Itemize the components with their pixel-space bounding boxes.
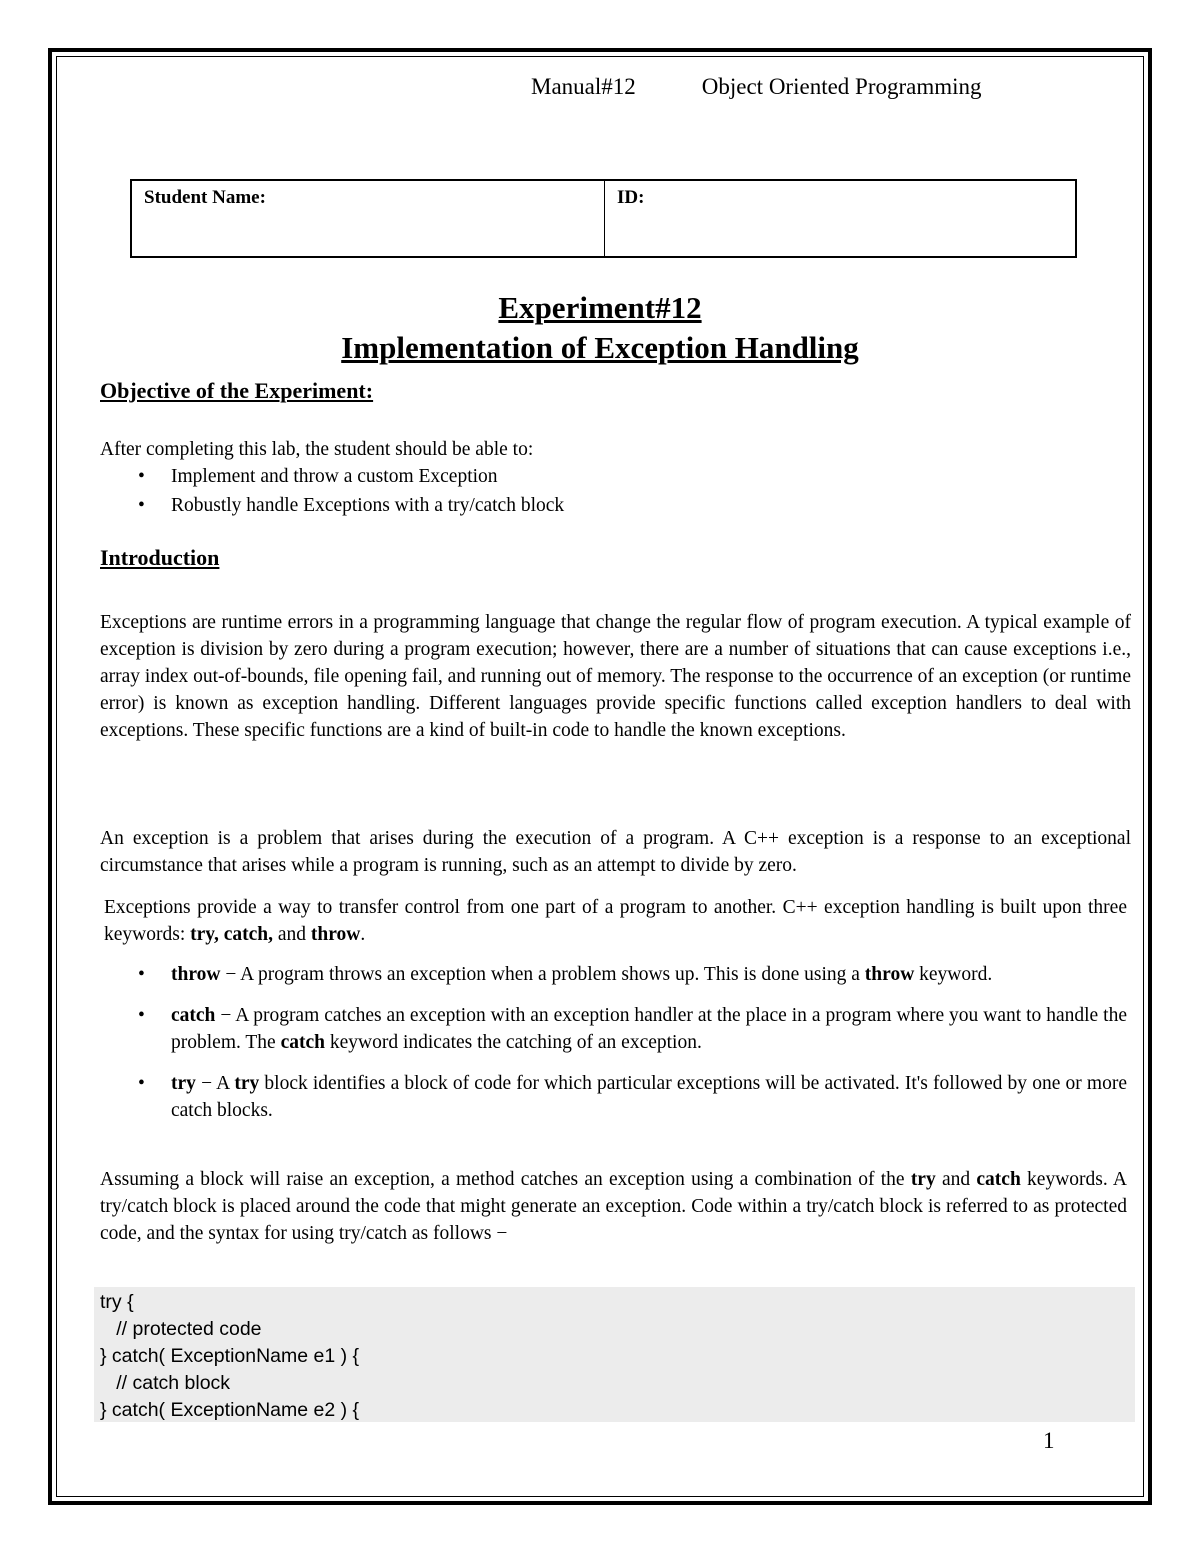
experiment-subtitle: Implementation of Exception Handling — [341, 330, 859, 365]
assuming-paragraph — [100, 1166, 1127, 1247]
keyword-desc: − A program catches an exception with an exception handler at the place in a program where you want to handle the problem. The — [171, 1005, 1127, 1053]
para3-throw: throw — [310, 924, 361, 945]
para3-keywords: try, catch, — [190, 924, 273, 945]
list-item — [100, 1002, 1127, 1056]
student-info-table — [130, 179, 1077, 258]
course-title: Object Oriented Programming — [701, 74, 982, 99]
manual-number: Manual#12 — [531, 74, 636, 99]
code-line: // catch block — [100, 1372, 231, 1394]
page-border-inner — [56, 56, 1144, 1497]
keyword-desc: keyword. — [914, 964, 993, 985]
code-line: try { — [100, 1291, 134, 1313]
keyword-try: try — [171, 1073, 196, 1094]
objective-list — [100, 463, 1131, 521]
keyword-inline: catch — [280, 1032, 325, 1053]
keyword-list — [100, 961, 1127, 1138]
code-line: } catch( ExceptionName e1 ) { — [100, 1345, 360, 1367]
keyword-inline: try — [234, 1073, 260, 1094]
intro-paragraph-1: Exceptions are runtime errors in a programming language that change the regular flow of program execution. A typical example of exception is division by zero during a program execution; however, there are a number of situations that can cause exceptions i.e., array index out-of-bounds, file opening fail, and running out of memory. The response to the occurrence of an exception (or runtime error) is known as exception handling. Different languages provide specific functions called exception handlers to deal with exceptions. These specific functions are a kind of built-in code to handle the known exceptions. — [100, 612, 1132, 741]
code-line: } catch( ExceptionName e2 ) { — [100, 1399, 360, 1421]
keyword-desc: block identifies a block of code for which particular exceptions will be activated. It's followed by one or more catch blocks. — [171, 1073, 1127, 1121]
list-item — [100, 961, 1127, 988]
student-name-label: Student Name: — [144, 187, 266, 208]
list-item — [100, 1070, 1127, 1124]
para3-and: and — [272, 924, 311, 945]
introduction-heading: Introduction — [100, 545, 220, 570]
experiment-title: Experiment#12 — [498, 290, 702, 325]
assuming-and: and — [935, 1169, 977, 1190]
student-id-label: ID: — [617, 187, 645, 208]
code-line: // protected code — [100, 1318, 262, 1340]
keyword-throw: throw — [171, 964, 221, 985]
assuming-text: Assuming a block will raise an exception, a method catches an exception using a combination of the — [100, 1169, 911, 1190]
keyword-catch: catch — [171, 1005, 216, 1026]
keyword-desc: keyword indicates the catching of an exception. — [324, 1032, 702, 1053]
keyword-desc: − A program throws an exception when a problem shows up. This is done using a — [220, 964, 865, 985]
intro-paragraph-3 — [104, 894, 1127, 948]
assuming-catch: catch — [976, 1169, 1021, 1190]
para3-end: . — [360, 924, 366, 945]
intro-paragraph-2: An exception is a problem that arises during the execution of a program. A C++ exception is a response to an exceptional circumstance that arises while a program is running, such as an attempt to divide by zero. — [100, 828, 1131, 876]
student-name-cell[interactable] — [132, 181, 605, 256]
keyword-desc: − A — [195, 1073, 235, 1094]
assuming-try: try — [910, 1169, 936, 1190]
keyword-inline: throw — [864, 964, 915, 985]
page-number: 1 — [1043, 1428, 1055, 1453]
student-id-cell[interactable] — [605, 181, 1075, 256]
list-item: • Implement and throw a custom Exception — [100, 463, 1131, 492]
list-item: • Robustly handle Exceptions with a try/catch block — [100, 492, 1131, 521]
objective-heading: Objective of the Experiment: — [100, 378, 374, 403]
para3-text: Exceptions provide a way to transfer control from one part of a program to another. C++ exception handling is built upon three keywords: — [104, 897, 1127, 945]
assuming-text-2: keywords. A try/catch block is placed around the code that might generate an exception. Code within a try/catch block is referred to as protected code, and the syntax for using try/catch as follows − — [100, 1169, 1128, 1244]
objective-intro: After completing this lab, the student should be able to: — [100, 439, 534, 460]
page-header — [531, 74, 982, 100]
